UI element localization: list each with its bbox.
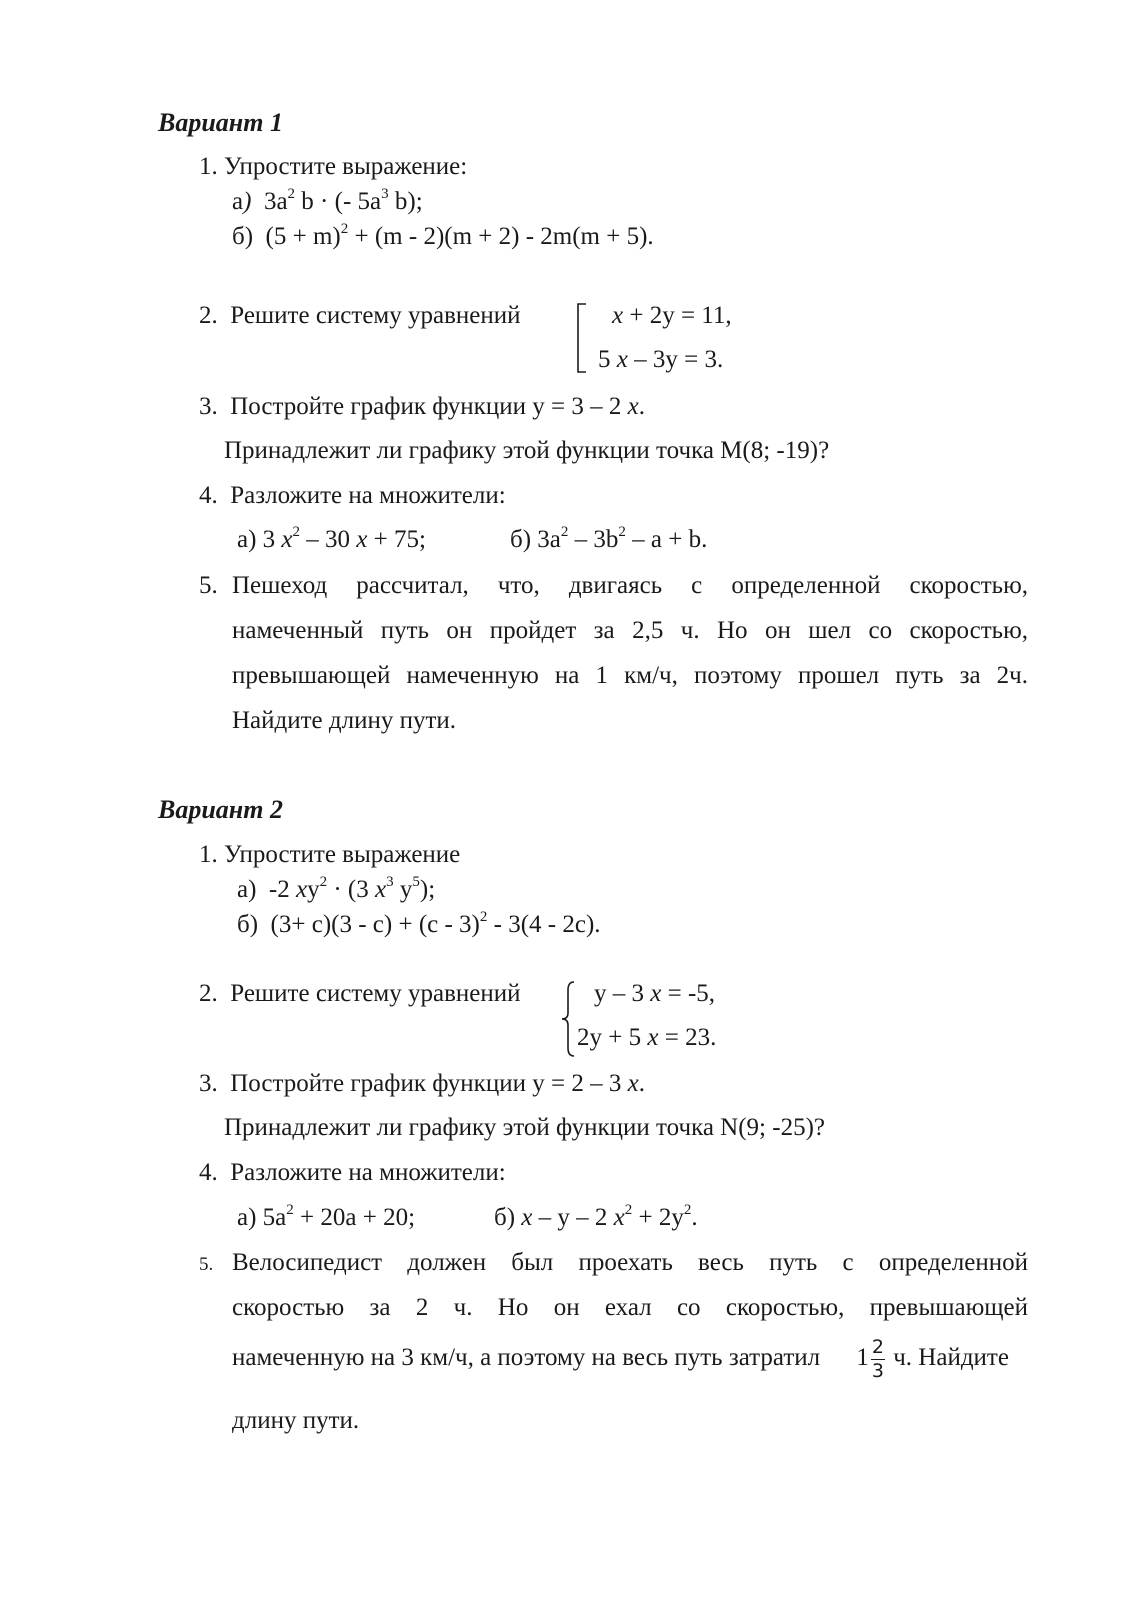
v1-task4-heading: 4. Разложите на множители: <box>199 482 506 509</box>
v2-task1-a: а) -2 $xy^2 \cdot (3$ $x^3$ $y^5$); <box>237 874 436 903</box>
v2-task3-heading: 3. Постройте график функции y = 2 – 3 x. <box>199 1070 645 1097</box>
v2-task4-heading: 4. Разложите на множители: <box>199 1159 506 1186</box>
v1-system-bracket <box>574 302 588 374</box>
v1-task1-heading: 1. Упростите выражение: <box>199 153 468 180</box>
v2-task5-line-3: намеченную на 3 км/ч, а поэтому на весь путь затратил 1 $\frac{2}{3}$ ч. Найдите <box>232 1336 1009 1382</box>
variant-2-title: Вариант 2 <box>158 795 283 824</box>
v2-task3-question: Принадлежит ли графику этой функции точка N(9; -25)? <box>224 1114 826 1141</box>
v1-task5-line-1: Пешеход рассчитал, что, двигаясь с определенной скоростью, <box>232 572 1028 599</box>
v1-task1-a: а) $3a^2$ b · (- $5a^3$ b); <box>232 186 423 215</box>
variant-1-title: Вариант 1 <box>158 108 283 137</box>
v1-task5-line-2: намеченный путь он пройдет за 2,5 ч. Но он шел со скоростью, <box>232 617 1028 644</box>
v1-system-eq2: 5 x – 3y = 3. <box>598 346 724 373</box>
v2-task5-line-2: скоростью за 2 ч. Но он ехал со скоростью, превышающей <box>232 1294 1028 1321</box>
v1-task3-heading: 3. Постройте график функции y = 3 – 2 x. <box>199 393 645 420</box>
v1-task1-b: б) $(5 + m)^2 + (m - 2)(m + 2) - 2m(m + 5)$. <box>232 221 654 250</box>
v2-task5-number: 5. <box>199 1254 214 1275</box>
v2-system-brace <box>560 980 576 1058</box>
v2-task5-line-4: длину пути. <box>232 1407 360 1434</box>
v1-task2-heading: 2. Решите систему уравнений <box>199 302 521 329</box>
v1-task5-line-3: превышающей намеченную на 1 км/ч, поэтому прошел путь за 2ч. <box>232 662 1028 689</box>
v1-task5-line-4: Найдите длину пути. <box>232 707 457 734</box>
v2-task5-line-1: Велосипедист должен был проехать весь путь с определенной <box>232 1249 1028 1276</box>
v2-task2-heading: 2. Решите систему уравнений <box>199 980 521 1007</box>
fraction-two-thirds: $\frac{2}{3}$ <box>871 1336 884 1382</box>
v1-task4-b: б) $3a^2 - 3b^2 - a + b$. <box>510 524 708 553</box>
v2-task4-a: а) $5a^2 + 20a + 20$; <box>237 1202 416 1231</box>
v1-system-eq1: x + 2y = 11, <box>612 302 732 329</box>
v1-task5-number: 5. <box>199 572 218 599</box>
v2-task1-heading: 1. Упростите выражение <box>199 841 461 868</box>
v2-task1-b: б) (3+ c)(3 - c) + (c - 3)$^2$ - 3(4 - 2c). <box>237 909 601 938</box>
v2-task4-b: б) x – y – 2 $x^2 + 2y^2$. <box>494 1202 698 1231</box>
v1-task3-question: Принадлежит ли графику этой функции точка М(8; -19)? <box>224 437 830 464</box>
v1-task4-a: а) 3 $x^2 - 30$ x + 75; <box>237 524 426 553</box>
v2-system-eq2: 2y + 5 x = 23. <box>577 1024 717 1051</box>
v2-system-eq1: y – 3 x = -5, <box>594 980 716 1007</box>
